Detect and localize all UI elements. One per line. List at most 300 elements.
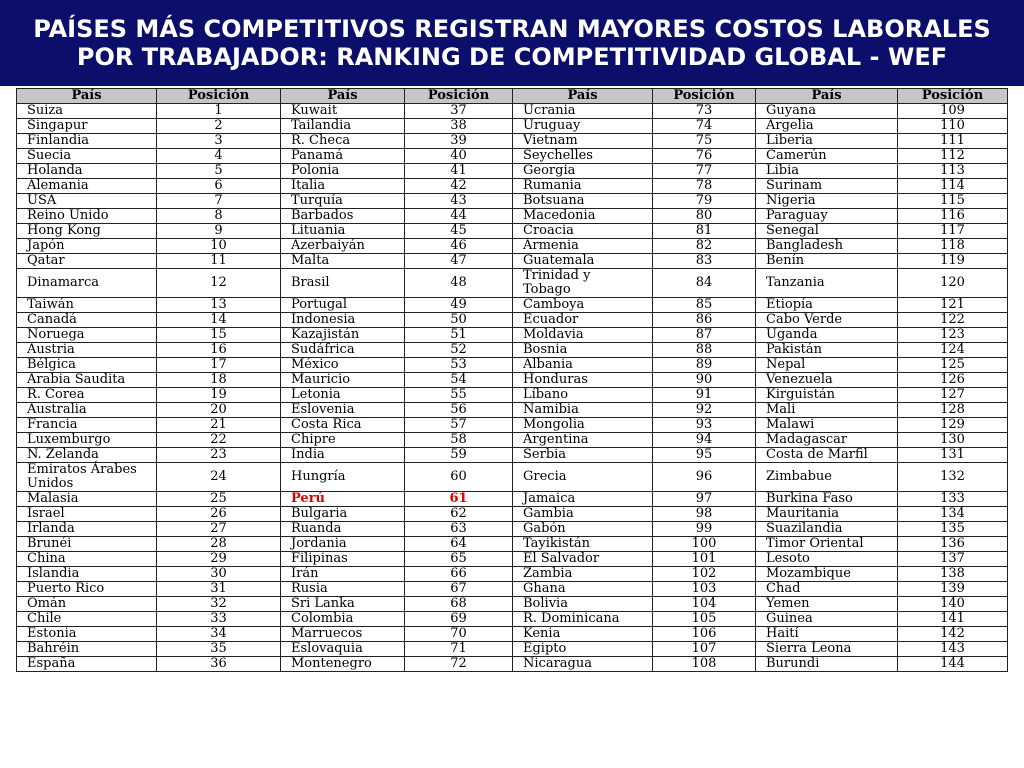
position-cell: 68 (405, 597, 513, 612)
position-cell: 102 (653, 567, 756, 582)
position-cell: 61 (405, 492, 513, 507)
country-cell: Montenegro (281, 657, 405, 672)
country-cell: Bangladesh (756, 239, 898, 254)
position-cell: 77 (653, 164, 756, 179)
country-cell: Gambia (513, 507, 653, 522)
position-cell: 89 (653, 358, 756, 373)
table-row (17, 522, 1008, 537)
position-cell: 25 (157, 492, 281, 507)
country-cell: Chile (17, 612, 157, 627)
position-cell: 55 (405, 388, 513, 403)
position-cell: 113 (898, 164, 1008, 179)
column-header: Posición (898, 89, 1008, 104)
country-cell: Moldavia (513, 328, 653, 343)
position-cell: 14 (157, 313, 281, 328)
country-cell: Croacia (513, 224, 653, 239)
position-cell: 99 (653, 522, 756, 537)
country-cell: Islandia (17, 567, 157, 582)
position-cell: 31 (157, 582, 281, 597)
country-cell: Emiratos Árabes Unidos (17, 463, 157, 492)
country-cell: Singapur (17, 119, 157, 134)
position-cell: 3 (157, 134, 281, 149)
country-cell: Chipre (281, 433, 405, 448)
position-cell: 128 (898, 403, 1008, 418)
country-cell: Uruguay (513, 119, 653, 134)
country-cell: Cabo Verde (756, 313, 898, 328)
position-cell: 57 (405, 418, 513, 433)
column-header: Posición (405, 89, 513, 104)
country-cell: Marruecos (281, 627, 405, 642)
table-row (17, 298, 1008, 313)
country-cell: Filipinas (281, 552, 405, 567)
country-cell: Kirguistán (756, 388, 898, 403)
country-cell: Jordania (281, 537, 405, 552)
table-row (17, 418, 1008, 433)
position-cell: 96 (653, 463, 756, 492)
position-cell: 11 (157, 254, 281, 269)
position-cell: 115 (898, 194, 1008, 209)
table-row (17, 149, 1008, 164)
country-cell: Georgia (513, 164, 653, 179)
country-cell: China (17, 552, 157, 567)
country-cell: Burkina Faso (756, 492, 898, 507)
country-cell: Turquía (281, 194, 405, 209)
position-cell: 45 (405, 224, 513, 239)
country-cell: Bosnia (513, 343, 653, 358)
country-cell: India (281, 448, 405, 463)
position-cell: 129 (898, 418, 1008, 433)
country-cell: Chad (756, 582, 898, 597)
position-cell: 36 (157, 657, 281, 672)
position-cell: 118 (898, 239, 1008, 254)
country-cell: Francia (17, 418, 157, 433)
country-cell: Tailandia (281, 119, 405, 134)
column-header: País (756, 89, 898, 104)
position-cell: 32 (157, 597, 281, 612)
table-row (17, 254, 1008, 269)
country-cell: Macedonia (513, 209, 653, 224)
position-cell: 63 (405, 522, 513, 537)
country-cell: Paraguay (756, 209, 898, 224)
position-cell: 16 (157, 343, 281, 358)
position-cell: 97 (653, 492, 756, 507)
table-row (17, 388, 1008, 403)
country-cell: Panamá (281, 149, 405, 164)
position-cell: 42 (405, 179, 513, 194)
position-cell: 34 (157, 627, 281, 642)
position-cell: 27 (157, 522, 281, 537)
position-cell: 79 (653, 194, 756, 209)
position-cell: 44 (405, 209, 513, 224)
position-cell: 29 (157, 552, 281, 567)
position-cell: 87 (653, 328, 756, 343)
country-cell: Namibia (513, 403, 653, 418)
position-cell: 50 (405, 313, 513, 328)
position-cell: 126 (898, 373, 1008, 388)
table-row (17, 373, 1008, 388)
position-cell: 20 (157, 403, 281, 418)
position-cell: 66 (405, 567, 513, 582)
position-cell: 37 (405, 104, 513, 119)
position-cell: 72 (405, 657, 513, 672)
country-cell: Nicaragua (513, 657, 653, 672)
country-cell: Noruega (17, 328, 157, 343)
position-cell: 41 (405, 164, 513, 179)
position-cell: 74 (653, 119, 756, 134)
position-cell: 132 (898, 463, 1008, 492)
country-cell: Mauritania (756, 507, 898, 522)
country-cell: Ecuador (513, 313, 653, 328)
table-row (17, 179, 1008, 194)
table-row (17, 358, 1008, 373)
country-cell: Hong Kong (17, 224, 157, 239)
position-cell: 114 (898, 179, 1008, 194)
country-cell: Portugal (281, 298, 405, 313)
position-cell: 10 (157, 239, 281, 254)
country-cell: Jamaica (513, 492, 653, 507)
position-cell: 127 (898, 388, 1008, 403)
position-cell: 47 (405, 254, 513, 269)
position-cell: 23 (157, 448, 281, 463)
country-cell: Kuwait (281, 104, 405, 119)
table-row (17, 433, 1008, 448)
country-cell: Puerto Rico (17, 582, 157, 597)
table-row (17, 642, 1008, 657)
table-row (17, 134, 1008, 149)
position-cell: 71 (405, 642, 513, 657)
country-cell: Barbados (281, 209, 405, 224)
country-cell: Tayikistán (513, 537, 653, 552)
position-cell: 7 (157, 194, 281, 209)
country-cell: Argelia (756, 119, 898, 134)
country-cell: Malawi (756, 418, 898, 433)
position-cell: 105 (653, 612, 756, 627)
country-cell: Mozambique (756, 567, 898, 582)
column-header: País (17, 89, 157, 104)
country-cell: Armenia (513, 239, 653, 254)
country-cell: Yemen (756, 597, 898, 612)
country-cell: Botsuana (513, 194, 653, 209)
position-cell: 15 (157, 328, 281, 343)
country-cell: Azerbaiyán (281, 239, 405, 254)
position-cell: 141 (898, 612, 1008, 627)
position-cell: 138 (898, 567, 1008, 582)
country-cell: Etiopía (756, 298, 898, 313)
country-cell: Gabón (513, 522, 653, 537)
table-row (17, 597, 1008, 612)
position-cell: 52 (405, 343, 513, 358)
country-cell: Australia (17, 403, 157, 418)
country-cell: Italia (281, 179, 405, 194)
country-cell: Dinamarca (17, 269, 157, 298)
position-cell: 28 (157, 537, 281, 552)
country-cell: Irlanda (17, 522, 157, 537)
country-cell: Suazilandia (756, 522, 898, 537)
country-cell: Serbia (513, 448, 653, 463)
table-row (17, 224, 1008, 239)
position-cell: 81 (653, 224, 756, 239)
table-row (17, 448, 1008, 463)
table-row (17, 328, 1008, 343)
country-cell: USA (17, 194, 157, 209)
column-header: País (281, 89, 405, 104)
country-cell: Letonia (281, 388, 405, 403)
position-cell: 117 (898, 224, 1008, 239)
country-cell: Colombia (281, 612, 405, 627)
column-header: Posición (653, 89, 756, 104)
position-cell: 100 (653, 537, 756, 552)
position-cell: 64 (405, 537, 513, 552)
table-row (17, 537, 1008, 552)
position-cell: 125 (898, 358, 1008, 373)
country-cell: Mali (756, 403, 898, 418)
country-cell: Timor Oriental (756, 537, 898, 552)
country-cell: Surinam (756, 179, 898, 194)
position-cell: 119 (898, 254, 1008, 269)
table-row (17, 612, 1008, 627)
position-cell: 98 (653, 507, 756, 522)
position-cell: 101 (653, 552, 756, 567)
position-cell: 19 (157, 388, 281, 403)
position-cell: 18 (157, 373, 281, 388)
position-cell: 6 (157, 179, 281, 194)
position-cell: 58 (405, 433, 513, 448)
position-cell: 90 (653, 373, 756, 388)
country-cell: Austria (17, 343, 157, 358)
position-cell: 30 (157, 567, 281, 582)
position-cell: 35 (157, 642, 281, 657)
country-cell: Camerún (756, 149, 898, 164)
position-cell: 75 (653, 134, 756, 149)
position-cell: 38 (405, 119, 513, 134)
table-row (17, 507, 1008, 522)
country-cell: Suiza (17, 104, 157, 119)
country-cell: Zimbabue (756, 463, 898, 492)
country-cell: R. Checa (281, 134, 405, 149)
position-cell: 8 (157, 209, 281, 224)
position-cell: 135 (898, 522, 1008, 537)
position-cell: 131 (898, 448, 1008, 463)
country-cell: Kenia (513, 627, 653, 642)
position-cell: 133 (898, 492, 1008, 507)
position-cell: 108 (653, 657, 756, 672)
position-cell: 70 (405, 627, 513, 642)
country-cell: Liberia (756, 134, 898, 149)
position-cell: 1 (157, 104, 281, 119)
position-cell: 2 (157, 119, 281, 134)
position-cell: 40 (405, 149, 513, 164)
country-cell: Lesoto (756, 552, 898, 567)
position-cell: 65 (405, 552, 513, 567)
country-cell: Líbano (513, 388, 653, 403)
position-cell: 137 (898, 552, 1008, 567)
country-cell: Burundi (756, 657, 898, 672)
country-cell: Grecia (513, 463, 653, 492)
country-cell: Japón (17, 239, 157, 254)
position-cell: 33 (157, 612, 281, 627)
position-cell: 26 (157, 507, 281, 522)
position-cell: 21 (157, 418, 281, 433)
position-cell: 22 (157, 433, 281, 448)
position-cell: 94 (653, 433, 756, 448)
position-cell: 53 (405, 358, 513, 373)
position-cell: 86 (653, 313, 756, 328)
country-cell: Vietnam (513, 134, 653, 149)
position-cell: 134 (898, 507, 1008, 522)
country-cell: R. Corea (17, 388, 157, 403)
position-cell: 85 (653, 298, 756, 313)
country-cell: Bulgaria (281, 507, 405, 522)
position-cell: 140 (898, 597, 1008, 612)
country-cell: Bolivia (513, 597, 653, 612)
position-cell: 13 (157, 298, 281, 313)
position-cell: 78 (653, 179, 756, 194)
position-cell: 139 (898, 582, 1008, 597)
country-cell: Eslovaquia (281, 642, 405, 657)
country-cell: Ruanda (281, 522, 405, 537)
country-cell: Libia (756, 164, 898, 179)
country-cell: Suecia (17, 149, 157, 164)
table-row (17, 463, 1008, 492)
country-cell: Guinea (756, 612, 898, 627)
table-row (17, 657, 1008, 672)
country-cell: Israel (17, 507, 157, 522)
table-row (17, 492, 1008, 507)
country-cell: Indonesia (281, 313, 405, 328)
country-cell: Trinidad y Tobago (513, 269, 653, 298)
position-cell: 76 (653, 149, 756, 164)
position-cell: 95 (653, 448, 756, 463)
table-row (17, 552, 1008, 567)
position-cell: 5 (157, 164, 281, 179)
position-cell: 46 (405, 239, 513, 254)
position-cell: 54 (405, 373, 513, 388)
country-cell: Senegal (756, 224, 898, 239)
position-cell: 60 (405, 463, 513, 492)
position-cell: 51 (405, 328, 513, 343)
position-cell: 144 (898, 657, 1008, 672)
position-cell: 122 (898, 313, 1008, 328)
country-cell: Guyana (756, 104, 898, 119)
position-cell: 83 (653, 254, 756, 269)
position-cell: 69 (405, 612, 513, 627)
country-cell: Irán (281, 567, 405, 582)
country-cell: Nigeria (756, 194, 898, 209)
table-row (17, 194, 1008, 209)
table-row (17, 269, 1008, 298)
position-cell: 59 (405, 448, 513, 463)
country-cell: N. Zelanda (17, 448, 157, 463)
column-header: Posición (157, 89, 281, 104)
country-cell: Arabia Saudita (17, 373, 157, 388)
country-cell: Nepal (756, 358, 898, 373)
position-cell: 120 (898, 269, 1008, 298)
country-cell: Malta (281, 254, 405, 269)
country-cell: Kazajistán (281, 328, 405, 343)
country-cell: Qatar (17, 254, 157, 269)
position-cell: 121 (898, 298, 1008, 313)
position-cell: 104 (653, 597, 756, 612)
position-cell: 67 (405, 582, 513, 597)
country-cell: Costa de Marfil (756, 448, 898, 463)
position-cell: 143 (898, 642, 1008, 657)
table-row (17, 119, 1008, 134)
position-cell: 80 (653, 209, 756, 224)
country-cell: Sierra Leona (756, 642, 898, 657)
position-cell: 130 (898, 433, 1008, 448)
country-cell: Taiwán (17, 298, 157, 313)
position-cell: 84 (653, 269, 756, 298)
country-cell: Mauricio (281, 373, 405, 388)
country-cell: Mongolia (513, 418, 653, 433)
country-cell: Sri Lanka (281, 597, 405, 612)
position-cell: 109 (898, 104, 1008, 119)
country-cell: Estonia (17, 627, 157, 642)
country-cell: Uganda (756, 328, 898, 343)
position-cell: 91 (653, 388, 756, 403)
position-cell: 88 (653, 343, 756, 358)
country-cell: Perú (281, 492, 405, 507)
country-cell: Finlandia (17, 134, 157, 149)
position-cell: 93 (653, 418, 756, 433)
table-row (17, 343, 1008, 358)
table-header-row (17, 89, 1008, 104)
country-cell: Guatemala (513, 254, 653, 269)
country-cell: Ucrania (513, 104, 653, 119)
country-cell: Tanzania (756, 269, 898, 298)
country-cell: Lituania (281, 224, 405, 239)
table-row (17, 567, 1008, 582)
column-header: País (513, 89, 653, 104)
country-cell: Alemania (17, 179, 157, 194)
position-cell: 49 (405, 298, 513, 313)
country-cell: Seychelles (513, 149, 653, 164)
position-cell: 116 (898, 209, 1008, 224)
country-cell: México (281, 358, 405, 373)
position-cell: 73 (653, 104, 756, 119)
position-cell: 82 (653, 239, 756, 254)
country-cell: Pakistán (756, 343, 898, 358)
page-title: PAÍSES MÁS COMPETITIVOS REGISTRAN MAYORES COSTOS LABORALES POR TRABAJADOR: RANKING DE COMPETITIVIDAD GLOBAL - WEF (0, 0, 1024, 86)
position-cell: 124 (898, 343, 1008, 358)
country-cell: Costa Rica (281, 418, 405, 433)
position-cell: 142 (898, 627, 1008, 642)
position-cell: 106 (653, 627, 756, 642)
position-cell: 123 (898, 328, 1008, 343)
ranking-table (16, 88, 1008, 672)
country-cell: Albania (513, 358, 653, 373)
country-cell: Madagascar (756, 433, 898, 448)
country-cell: Brasil (281, 269, 405, 298)
country-cell: Haití (756, 627, 898, 642)
position-cell: 56 (405, 403, 513, 418)
position-cell: 48 (405, 269, 513, 298)
country-cell: Argentina (513, 433, 653, 448)
country-cell: Sudáfrica (281, 343, 405, 358)
position-cell: 43 (405, 194, 513, 209)
country-cell: R. Dominicana (513, 612, 653, 627)
position-cell: 103 (653, 582, 756, 597)
country-cell: Ghana (513, 582, 653, 597)
country-cell: Zambia (513, 567, 653, 582)
table-row (17, 164, 1008, 179)
table-row (17, 239, 1008, 254)
country-cell: Polonia (281, 164, 405, 179)
position-cell: 111 (898, 134, 1008, 149)
table-body (17, 104, 1008, 672)
country-cell: Holanda (17, 164, 157, 179)
country-cell: Malasia (17, 492, 157, 507)
